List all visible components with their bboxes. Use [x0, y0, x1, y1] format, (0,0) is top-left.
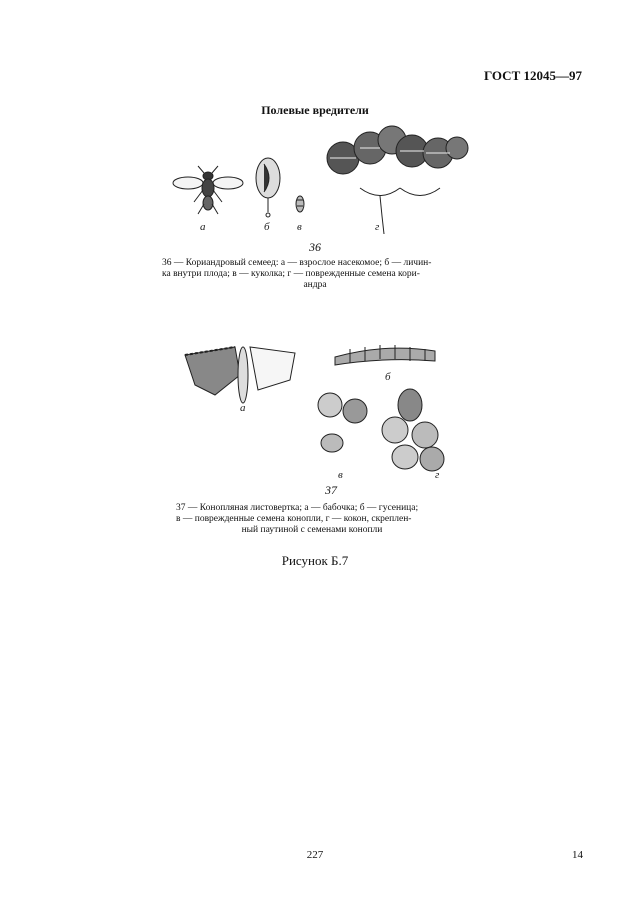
figure-37-caption — [176, 503, 448, 536]
larva-in-fruit-drawing — [256, 158, 280, 217]
damaged-coriander-seeds-drawing — [327, 126, 468, 234]
fig36-label-b: б — [264, 221, 270, 233]
figure-36-caption — [162, 258, 468, 291]
fig37-label-b: б — [385, 371, 391, 383]
cocoon-with-seeds-drawing — [382, 389, 444, 471]
figure-title: Рисунок Б.7 — [281, 553, 349, 568]
moth-drawing — [185, 347, 295, 403]
page-number-center: 227 — [306, 849, 324, 861]
caterpillar-drawing — [335, 345, 435, 365]
caption-36-line-1: 36 — Кориандровый семеед: а — взрослое насекомое; б — личин- — [162, 258, 432, 268]
pupa-drawing — [296, 196, 304, 212]
caption-36-line-2: ка внутри плода; в — куколка; г — поврежденные семена кори- — [162, 269, 420, 279]
caption-37-line-2: в — поврежденные семена конопли, г — кокон, скреплен- — [176, 514, 412, 524]
caption-37-line-3: ный паутиной с семенами конопли — [241, 525, 383, 535]
damaged-hemp-seeds-drawing — [318, 393, 367, 452]
fig37-label-a: а — [240, 402, 246, 414]
fig36-label-g: г — [375, 221, 380, 233]
figure-37-illustration — [180, 335, 470, 490]
caption-37-line-1: 37 — Конопляная листовертка; а — бабочка; б — гусеница; — [176, 503, 419, 513]
figure-36-illustration — [160, 118, 480, 238]
adult-insect-drawing — [173, 166, 243, 214]
figure-37-number: 37 — [325, 483, 337, 497]
standard-code: ГОСТ 12045—97 — [483, 68, 582, 83]
fig36-label-v: в — [297, 221, 302, 233]
page-number-right: 14 — [572, 849, 583, 861]
caption-36-line-3: андра — [303, 280, 327, 290]
figure-36-number: 36 — [309, 240, 321, 254]
fig37-label-v: в — [338, 469, 343, 481]
section-title: Полевые вредители — [261, 103, 369, 117]
fig37-label-g: г — [435, 469, 440, 481]
fig36-label-a: а — [200, 221, 206, 233]
